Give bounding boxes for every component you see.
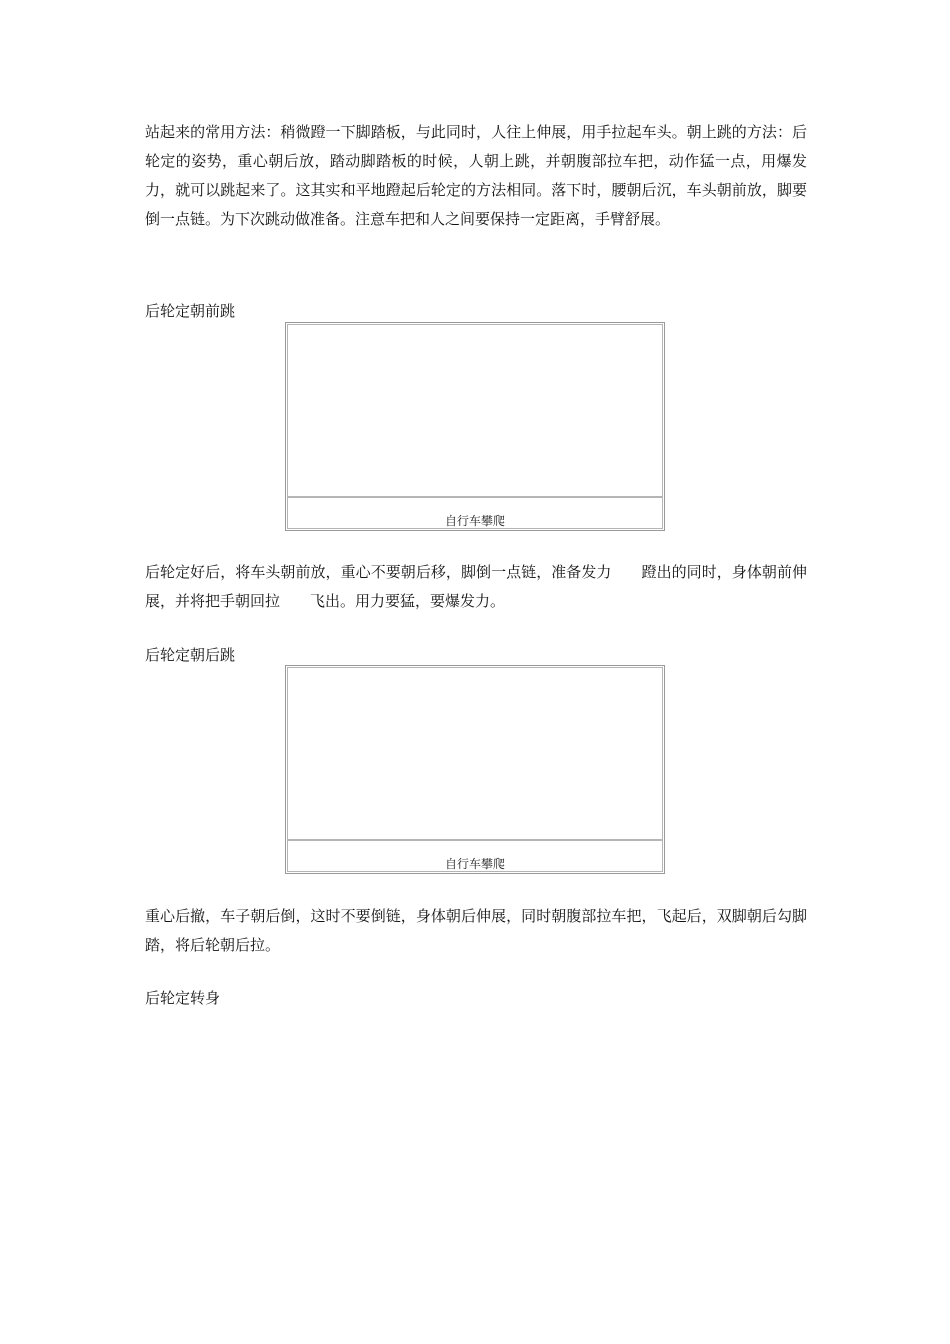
figure-backward-jump bbox=[285, 665, 665, 874]
figure-forward-jump bbox=[285, 322, 665, 531]
figure-caption: 自行车攀爬 bbox=[287, 840, 663, 872]
heading-rear-wheel-backward-jump: 后轮定朝后跳 bbox=[145, 646, 236, 664]
intro-paragraph: 站起来的常用方法：稍微蹬一下脚踏板，与此同时，人往上伸展，用手拉起车头。朝上跳的方法：后轮定的姿势，重心朝后放，踏动脚踏板的时候，人朝上跳，并朝腹部拉车把，动作猛一点，用爆发力，就可以跳起来了。这其实和平地蹬起后轮定的方法相同。落下时，腰朝后沉，车头朝前放，脚要倒一点链。为下次跳动做准备。注意车把和人之间要保持一定距离，手臂舒展。 bbox=[145, 123, 807, 228]
heading-rear-wheel-turn: 后轮定转身 bbox=[145, 989, 221, 1007]
backward-jump-paragraph: 重心后撤，车子朝后倒，这时不要倒链，身体朝后伸展，同时朝腹部拉车把，飞起后，双脚朝后勾脚踏，将后轮朝后拉。 bbox=[145, 907, 807, 954]
figure-image-placeholder bbox=[287, 667, 663, 840]
figure-caption: 自行车攀爬 bbox=[287, 497, 663, 529]
forward-jump-paragraph: 后轮定好后，将车头朝前放，重心不要朝后移，脚倒一点链，准备发力 蹬出的同时，身体朝前伸展，并将把手朝回拉 飞出。用力要猛，要爆发力。 bbox=[145, 563, 807, 610]
heading-rear-wheel-forward-jump: 后轮定朝前跳 bbox=[145, 302, 236, 320]
figure-image-placeholder bbox=[287, 324, 663, 497]
